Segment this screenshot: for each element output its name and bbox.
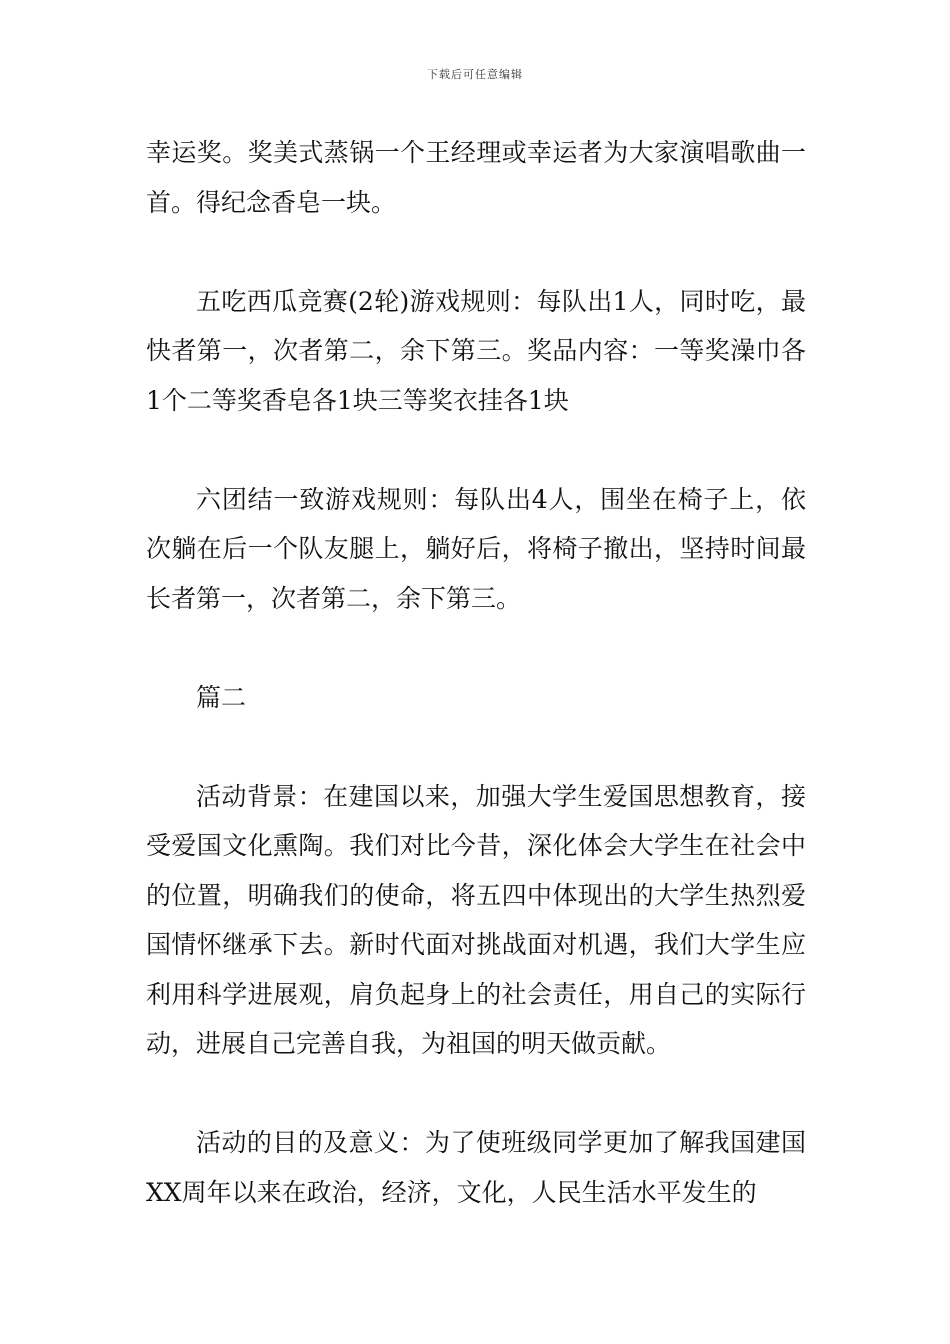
page-header: 下载后可任意编辑 xyxy=(427,68,523,81)
paragraph-spacer xyxy=(146,227,806,277)
paragraph-lucky-prize: 幸运奖。奖美式蒸锅一个王经理或幸运者为大家演唱歌曲一首。得纪念香皂一块。 xyxy=(146,138,806,217)
paragraph-watermelon-contest: 五吃西瓜竞赛(2轮)游戏规则：每队出1人，同时吃，最快者第一，次者第二，余下第三。奖品内容：一等奖澡巾各1个二等奖香皂各1块三等奖衣挂各1块 xyxy=(146,286,806,415)
paragraph-activity-purpose: 活动的目的及意义：为了使班级同学更加了解我国建国XX周年以来在政治，经济，文化，人民生活水平发生的 xyxy=(146,1128,806,1207)
paragraph-spacer xyxy=(146,425,806,475)
paragraph-spacer xyxy=(146,1069,806,1119)
paragraph-unity-game: 六团结一致游戏规则：每队出4人，围坐在椅子上，依次躺在后一个队友腿上，躺好后，将椅子撤出，坚持时间最长者第一，次者第二，余下第三。 xyxy=(146,484,806,613)
paragraph-activity-background: 活动背景：在建国以来，加强大学生爱国思想教育，接受爱国文化熏陶。我们对比今昔，深化体会大学生在社会中的位置，明确我们的使命，将五四中体现出的大学生热烈爱国情怀继承下去。新时代面对挑战面对机遇，我们大学生应利用科学进展观，肩负起身上的社会责任，用自己的实际行动，进展自己完善自我，为祖国的明天做贡献。 xyxy=(146,781,806,1058)
paragraph-spacer xyxy=(146,722,806,772)
document-body xyxy=(146,128,806,1217)
paragraph-spacer xyxy=(146,623,806,673)
section-heading-part-two: 篇二 xyxy=(196,682,247,712)
